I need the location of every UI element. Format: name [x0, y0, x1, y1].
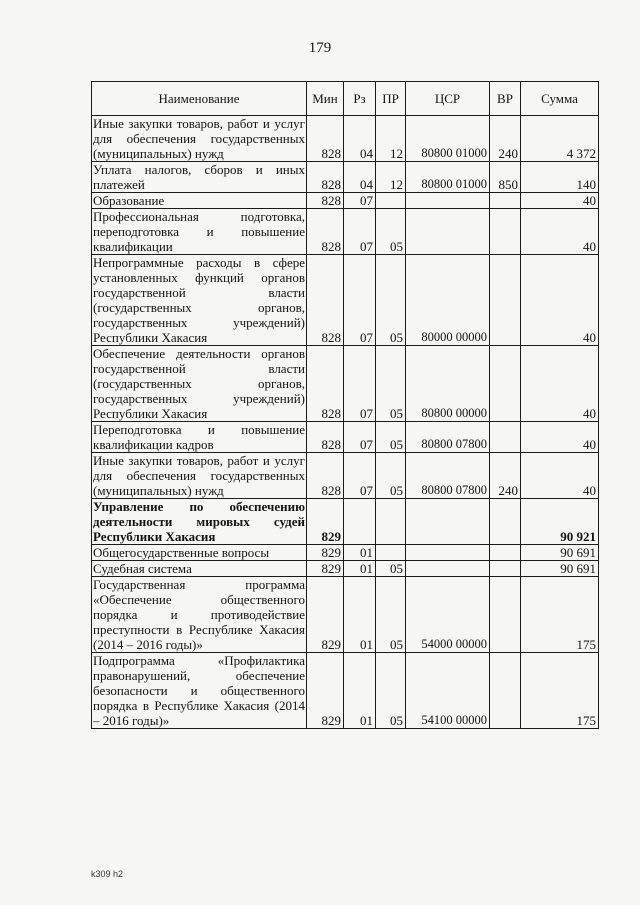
- col-header-min: Мин: [307, 82, 344, 116]
- col-header-name: Наименование: [92, 82, 307, 116]
- cell-name: Подпрограмма «Профилактика правонарушений, обеспечение безопасности и общественного порядка в Республике Хакасия (2014 – 2016 годы)»: [93, 653, 305, 728]
- cell-min: 829: [307, 653, 344, 729]
- cell-vr: 850: [490, 162, 521, 193]
- cell-sum: 90 691: [521, 561, 599, 577]
- cell-rz: 07: [344, 346, 376, 422]
- table-row: [92, 499, 599, 545]
- cell-pr: 05: [376, 561, 406, 577]
- cell-rz: 01: [344, 561, 376, 577]
- table-row: [92, 346, 599, 422]
- cell-pr: 05: [376, 209, 406, 255]
- cell-sum: 140: [521, 162, 599, 193]
- cell-vr: [490, 346, 521, 422]
- cell-min: 828: [307, 193, 344, 209]
- cell-name: Иные закупки товаров, работ и услуг для обеспечения государственных (муниципальных) нужд: [93, 116, 305, 161]
- col-header-csr: ЦСР: [406, 82, 490, 116]
- table-body: [92, 116, 599, 729]
- table-row: [92, 561, 599, 577]
- cell-pr: [376, 499, 406, 545]
- cell-name: Общегосударственные вопросы: [92, 545, 307, 561]
- cell-pr: 05: [376, 577, 406, 653]
- cell-name: Профессиональная подготовка, переподготовка и повышение квалификации: [93, 209, 305, 254]
- cell-name: Иные закупки товаров, работ и услуг для обеспечения государственных (муниципальных) нужд: [93, 453, 305, 498]
- cell-min: 829: [307, 545, 344, 561]
- cell-csr: 80800 01000: [406, 162, 490, 193]
- col-header-rz: Рз: [344, 82, 376, 116]
- cell-rz: [344, 499, 376, 545]
- cell-vr: [490, 422, 521, 453]
- page-number: 179: [308, 40, 332, 56]
- table-row: [92, 162, 599, 193]
- cell-pr: 12: [376, 162, 406, 193]
- cell-rz: 04: [344, 162, 376, 193]
- cell-csr: 54100 00000: [406, 653, 490, 729]
- cell-csr: 54000 00000: [406, 577, 490, 653]
- cell-sum: 40: [521, 346, 599, 422]
- cell-csr: 80000 00000: [406, 255, 490, 346]
- cell-name: Уплата налогов, сборов и иных платежей: [93, 162, 305, 192]
- table-row: [92, 209, 599, 255]
- cell-vr: [490, 561, 521, 577]
- cell-sum: 90 921: [521, 499, 599, 545]
- cell-name: Государственная программа «Обеспечение общественного порядка и противодействие преступности в Республике Хакасия (2014 – 2016 годы)»: [93, 577, 305, 652]
- cell-min: 828: [307, 422, 344, 453]
- cell-rz: 01: [344, 577, 376, 653]
- cell-vr: [490, 209, 521, 255]
- cell-rz: 07: [344, 193, 376, 209]
- col-header-sum: Сумма: [521, 82, 599, 116]
- cell-rz: 07: [344, 422, 376, 453]
- cell-min: 829: [307, 561, 344, 577]
- col-header-vr: ВР: [490, 82, 521, 116]
- cell-min: 828: [307, 209, 344, 255]
- cell-csr: 80800 07800: [406, 422, 490, 453]
- cell-csr: [406, 209, 490, 255]
- cell-csr: [406, 561, 490, 577]
- cell-sum: 40: [521, 255, 599, 346]
- cell-rz: 07: [344, 255, 376, 346]
- col-header-pr: ПР: [376, 82, 406, 116]
- cell-min: 828: [307, 255, 344, 346]
- cell-vr: 240: [490, 453, 521, 499]
- table-row: [92, 653, 599, 729]
- cell-rz: 07: [344, 453, 376, 499]
- cell-min: 829: [307, 499, 344, 545]
- cell-rz: 04: [344, 116, 376, 162]
- cell-sum: 40: [521, 209, 599, 255]
- cell-vr: [490, 193, 521, 209]
- table-header-row: [92, 82, 599, 116]
- footer-code: k309 h2: [91, 869, 124, 879]
- budget-table: [91, 81, 599, 729]
- cell-pr: 05: [376, 653, 406, 729]
- cell-rz: 07: [344, 209, 376, 255]
- table-row: [92, 545, 599, 561]
- cell-csr: [406, 499, 490, 545]
- cell-vr: [490, 545, 521, 561]
- cell-pr: 05: [376, 422, 406, 453]
- cell-vr: [490, 499, 521, 545]
- cell-name: Переподготовка и повышение квалификации кадров: [93, 422, 305, 452]
- cell-name: Управление по обеспечению деятельности мировых судей Республики Хакасия: [93, 499, 305, 544]
- cell-min: 828: [307, 116, 344, 162]
- cell-pr: 05: [376, 346, 406, 422]
- cell-pr: 05: [376, 255, 406, 346]
- table-row: [92, 255, 599, 346]
- cell-csr: [406, 193, 490, 209]
- cell-sum: 40: [521, 453, 599, 499]
- cell-csr: [406, 545, 490, 561]
- cell-sum: 90 691: [521, 545, 599, 561]
- cell-sum: 40: [521, 193, 599, 209]
- cell-csr: 80800 01000: [406, 116, 490, 162]
- cell-csr: 80800 07800: [406, 453, 490, 499]
- table-row: [92, 422, 599, 453]
- table-row: [92, 193, 599, 209]
- cell-vr: 240: [490, 116, 521, 162]
- cell-sum: 40: [521, 422, 599, 453]
- cell-vr: [490, 653, 521, 729]
- cell-min: 828: [307, 453, 344, 499]
- cell-vr: [490, 577, 521, 653]
- cell-pr: 12: [376, 116, 406, 162]
- cell-sum: 175: [521, 653, 599, 729]
- table-row: [92, 453, 599, 499]
- table-row: [92, 577, 599, 653]
- cell-min: 828: [307, 346, 344, 422]
- cell-pr: [376, 545, 406, 561]
- cell-name: Судебная система: [92, 561, 307, 577]
- cell-vr: [490, 255, 521, 346]
- cell-sum: 175: [521, 577, 599, 653]
- cell-min: 828: [307, 162, 344, 193]
- cell-name: Образование: [92, 193, 307, 209]
- cell-sum: 4 372: [521, 116, 599, 162]
- cell-rz: 01: [344, 653, 376, 729]
- table-row: [92, 116, 599, 162]
- cell-min: 829: [307, 577, 344, 653]
- cell-csr: 80800 00000: [406, 346, 490, 422]
- cell-rz: 01: [344, 545, 376, 561]
- cell-name: Обеспечение деятельности органов государственной власти (государственных органов, государственных учреждений) Республики Хакасия: [93, 346, 305, 421]
- cell-name: Непрограммные расходы в сфере установленных функций органов государственной власти (государственных органов, государственных учреждений) Республики Хакасия: [93, 255, 305, 345]
- cell-pr: [376, 193, 406, 209]
- cell-pr: 05: [376, 453, 406, 499]
